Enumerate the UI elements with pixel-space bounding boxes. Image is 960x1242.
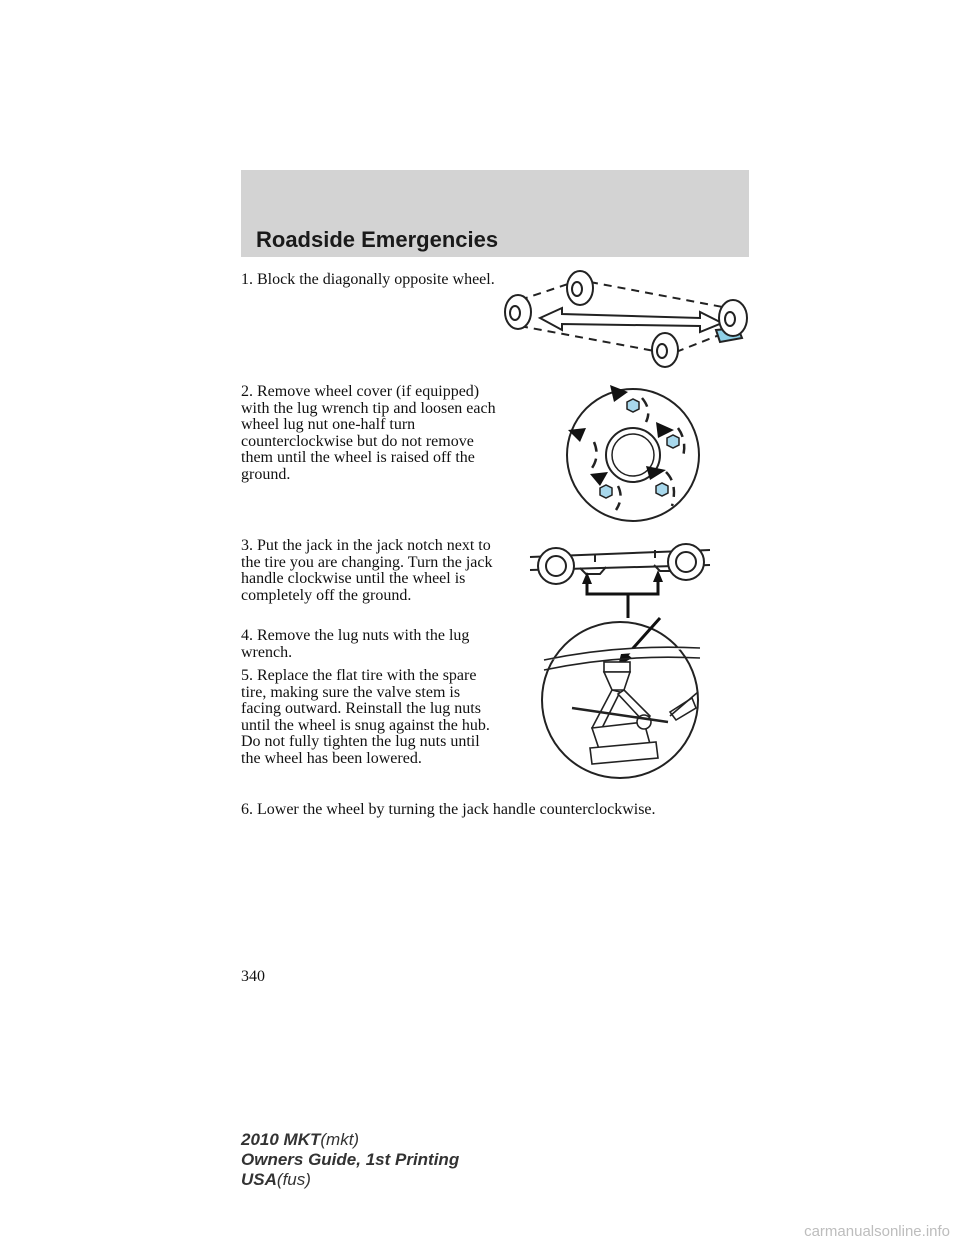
wheel-block-illustration [500,268,760,376]
section-title: Roadside Emergencies [256,227,499,252]
footer-model-code: (mkt) [320,1130,360,1149]
step-5-text: 5. Replace the flat tire with the spare tire, making sure the valve stem is facing outward. Reinstall the lug nuts until the wheel is snug against the hub. Do not fully tighten the lug nuts until the wheel has been lowered. [241,667,490,767]
step-3-text: 3. Put the jack in the jack notch next to the tire you are changing. Turn the jack handle clockwise until the wheel is completely off the ground. [241,537,493,604]
step-1-text: 1. Block the diagonally opposite wheel. [241,271,495,288]
page-number: 340 [241,968,265,985]
lug-nut-loosening-illustration [558,380,708,530]
footer-guide: Owners Guide, 1st Printing [241,1150,460,1169]
watermark: carmanualsonline.info [804,1223,950,1240]
step-4-text: 4. Remove the lug nuts with the lug wrench. [241,627,470,661]
footer-model: 2010 MKT [241,1130,321,1149]
footer-model-line [241,1130,459,1150]
document-footer [241,1130,459,1190]
footer-region-code: (fus) [276,1170,311,1189]
jack-placement-illustration [520,532,720,784]
step-6-text: 6. Lower the wheel by turning the jack handle counterclockwise. [241,801,656,818]
step-2-text: 2. Remove wheel cover (if equipped) with the lug wrench tip and loosen each wheel lug nut one-half turn counterclockwise but do not remove them until the wheel is raised off the ground. [241,383,496,483]
footer-region-line [241,1170,459,1190]
footer-region: USA [241,1170,277,1189]
